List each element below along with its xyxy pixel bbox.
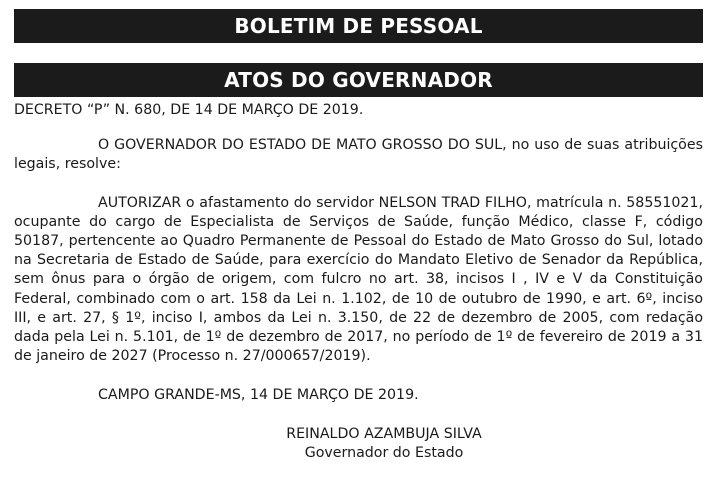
decree-body: AUTORIZAR o afastamento do servidor NELSON TRAD FILHO, matrícula n. 58551021, ocupante do cargo de Especialista de Serviços de Saúde, função Médico, classe F, código 50187, pertencente ao Quadro Permanente de Pessoal do Estado de Mato Grosso do Sul, lotado na Secretaria de Estado de Saúde, para exercício do Mandato Eletivo de Senador da República, sem ônus para o órgão de origem, com fulcro no art. 38, incisos I , IV e V da Constituição Federal, combinado com o art. 158 da Lei n. 1.102, de 10 de outubro de 1990, e art. 6º, inciso III, e art. 27, § 1º, inciso I, ambos da Lei n. 3.150, de 22 de dezembro de 2005, com redação dada pela Lei n. 5.101, de 1º de dezembro de 2017, no período de 1º de fevereiro de 2019 a 31 de janeiro de 2027 (Processo n. 27/000657/2019). — [14, 194, 703, 365]
decree-preamble: O GOVERNADOR DO ESTADO DE MATO GROSSO DO SUL, no uso de suas atribuições legais, resolve: — [14, 137, 703, 173]
section-title-banner: BOLETIM DE PESSOAL — [14, 9, 703, 43]
signer-role: Governador do Estado — [304, 444, 464, 461]
decree-title: DECRETO “P” N. 680, DE 14 DE MARÇO DE 2019. — [14, 102, 364, 118]
place-date: CAMPO GRANDE-MS, 14 DE MARÇO DE 2019. — [98, 387, 419, 404]
subsection-title-banner: ATOS DO GOVERNADOR — [14, 63, 703, 97]
document-page — [14, 9, 703, 465]
signature-block — [14, 425, 703, 465]
signer-name: REINALDO AZAMBUJA SILVA — [286, 425, 482, 442]
